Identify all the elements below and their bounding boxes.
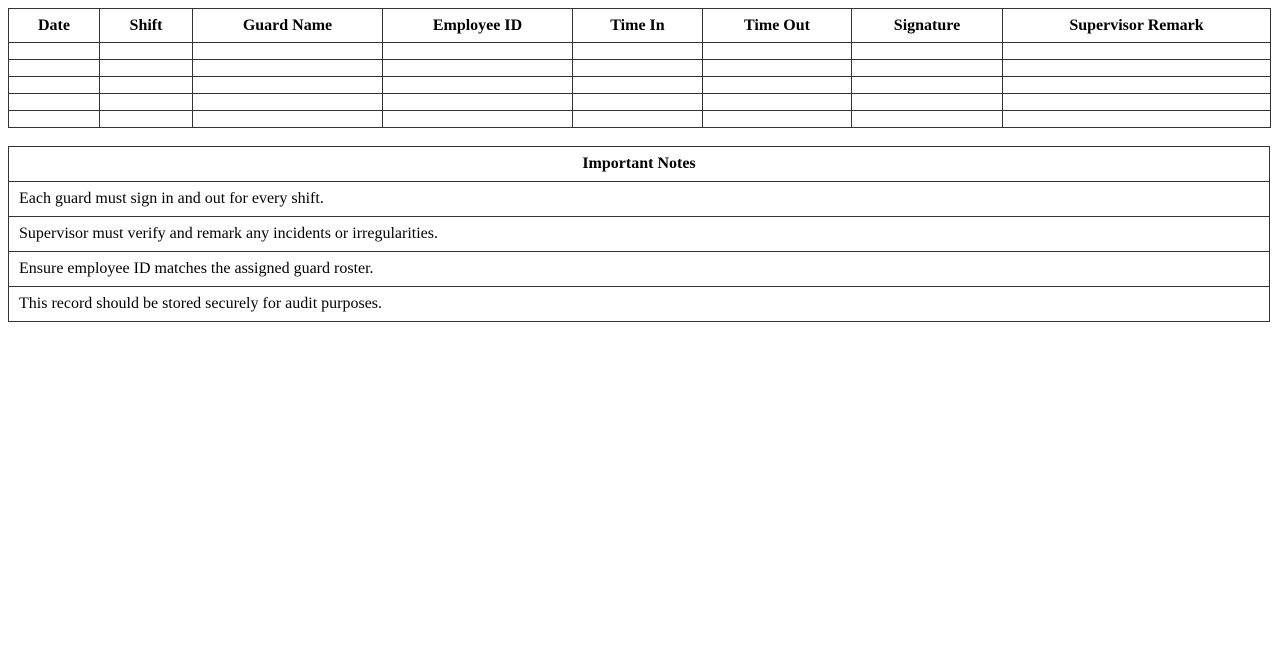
log-cell — [573, 94, 703, 111]
log-cell — [703, 94, 852, 111]
guard-log-table — [8, 8, 1271, 128]
log-cell — [383, 94, 573, 111]
note-item: Ensure employee ID matches the assigned guard roster. — [9, 252, 1270, 287]
log-cell — [573, 77, 703, 94]
log-cell — [9, 111, 100, 128]
header-row — [9, 9, 1271, 43]
log-row — [9, 60, 1271, 77]
column-header-time-out: Time Out — [703, 9, 852, 43]
log-cell — [9, 43, 100, 60]
log-cell — [1003, 111, 1271, 128]
log-cell — [193, 94, 383, 111]
note-item: Each guard must sign in and out for every shift. — [9, 182, 1270, 217]
column-header-shift: Shift — [100, 9, 193, 43]
log-cell — [100, 111, 193, 128]
notes-header-row — [9, 147, 1270, 182]
log-row — [9, 77, 1271, 94]
log-row — [9, 43, 1271, 60]
log-cell — [100, 43, 193, 60]
log-cell — [193, 43, 383, 60]
log-cell — [1003, 43, 1271, 60]
log-cell — [852, 77, 1003, 94]
column-header-supervisor-remark: Supervisor Remark — [1003, 9, 1271, 43]
log-cell — [100, 94, 193, 111]
log-cell — [100, 77, 193, 94]
note-item: Supervisor must verify and remark any incidents or irregularities. — [9, 217, 1270, 252]
page — [0, 0, 1278, 322]
log-cell — [193, 77, 383, 94]
column-header-signature: Signature — [852, 9, 1003, 43]
note-row — [9, 287, 1270, 322]
note-row — [9, 217, 1270, 252]
column-header-guard-name: Guard Name — [193, 9, 383, 43]
log-cell — [573, 43, 703, 60]
note-row — [9, 252, 1270, 287]
log-row — [9, 94, 1271, 111]
log-cell — [9, 60, 100, 77]
log-cell — [383, 77, 573, 94]
log-cell — [383, 111, 573, 128]
log-cell — [703, 111, 852, 128]
important-notes-table — [8, 146, 1270, 322]
log-cell — [193, 111, 383, 128]
log-cell — [383, 43, 573, 60]
log-cell — [703, 60, 852, 77]
log-row — [9, 111, 1271, 128]
log-cell — [1003, 77, 1271, 94]
log-cell — [383, 60, 573, 77]
log-cell — [1003, 94, 1271, 111]
log-cell — [852, 94, 1003, 111]
log-cell — [1003, 60, 1271, 77]
log-cell — [703, 77, 852, 94]
column-header-time-in: Time In — [573, 9, 703, 43]
log-cell — [573, 111, 703, 128]
log-cell — [703, 43, 852, 60]
note-row — [9, 182, 1270, 217]
guard-log-body — [9, 43, 1271, 128]
log-cell — [193, 60, 383, 77]
log-cell — [852, 60, 1003, 77]
log-cell — [9, 94, 100, 111]
note-item: This record should be stored securely for audit purposes. — [9, 287, 1270, 322]
log-cell — [573, 60, 703, 77]
notes-title: Important Notes — [9, 147, 1270, 182]
log-cell — [852, 111, 1003, 128]
log-cell — [9, 77, 100, 94]
log-cell — [852, 43, 1003, 60]
column-header-date: Date — [9, 9, 100, 43]
column-header-employee-id: Employee ID — [383, 9, 573, 43]
log-cell — [100, 60, 193, 77]
